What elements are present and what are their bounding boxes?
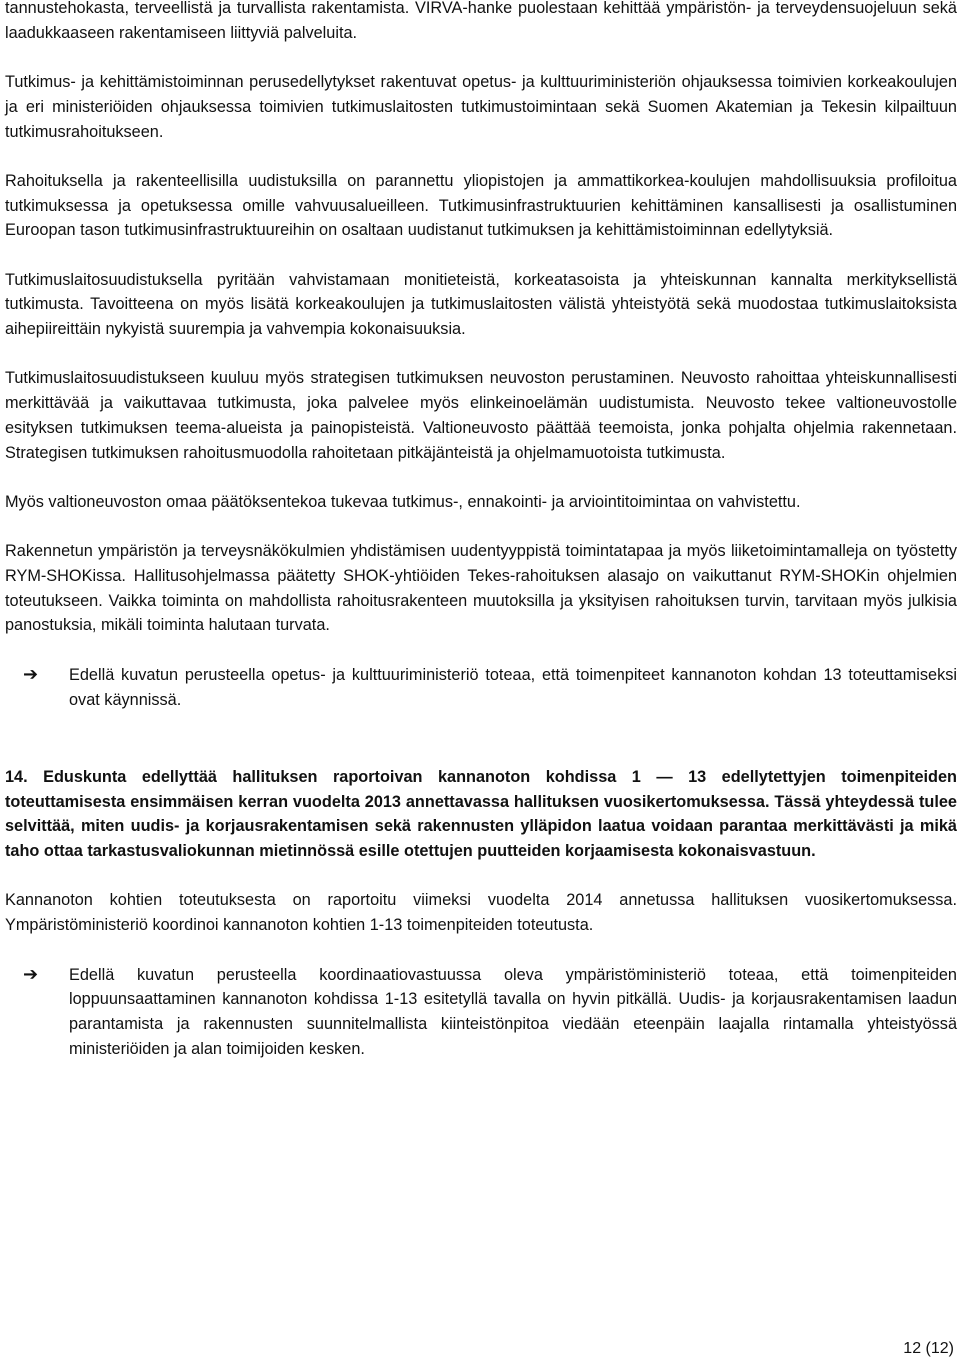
document-body (5, 0, 957, 1086)
paragraph-government-research: Myös valtioneuvoston omaa päätöksentekoa tukevaa tutkimus-, ennakointi- ja arviointitoimintaa on vahvistettu. (5, 492, 801, 511)
paragraph-rym-shok: Rakennetun ympäristön ja terveysnäkökulmien yhdistämisen uudentyyppistä toimintatapaa ja myös liiketoimintamalleja on työstetty RYM-SHOKissa. Hallitusohjelmassa päätetty SHOK-yhtiöiden Tekes-rahoituksen alasajo on vaikuttanut RYM-SHOKin ohjelmien toteutukseen. Vaikka toiminta on mahdollista rahoitusrakenteen muutoksilla ja yksityisen rahoituksen turvin, tarvitaan myös julkisia panostuksia, mikäli toiminta halutaan turvata. (5, 542, 957, 635)
conclusion-text: Edellä kuvatun perusteella koordinaatiovastuussa oleva ympäristöministeriö toteaa, että toimenpiteiden loppuunsaattaminen kannanoton kohdissa 1-13 esitetyllä tavalla on hyvin pitkällä. Uudis- ja korjausrakentamisen laadun parantamista ja rakennusten suunnitelmallista kiinteistönpitoa viedään eteenpäin laajalla rintamalla yhteistyössä ministeriöiden ja alan toimijoiden kesken. (69, 965, 957, 1058)
page-number: 12 (12) (903, 1340, 954, 1357)
paragraph-funding-reforms: Rahoituksella ja rakenteellisilla uudistuksilla on parannettu yliopistojen ja ammattikorkea-koulujen mahdollisuuksia profiloitua tutkimuksessa ja opetuksessa omille vahvuusalueilleen. Tutkimusinfrastruktuurien kehittäminen kansallisesti ja osallistuminen Euroopan tason tutkimusinfrastruktuureihin on osaltaan uudistanut tutkimuksen ja kehittämistoiminnan edellytyksiä. (5, 171, 957, 240)
section-heading-14: 14. Eduskunta edellyttää hallituksen raportoivan kannanoton kohdissa 1 — 13 edellytettyjen toimenpiteiden toteuttamisesta ensimmäisen kerran vuodelta 2013 annettavassa hallituksen vuosikertomuksessa. Tässä yhteydessä tulee selvittää, miten uudis- ja korjausrakentamisen sekä rakennusten ylläpidon laatua voidaan parantaa merkittävästi ja mikä taho ottaa tarkastusvaliokunnan mietinnössä esille otettujen puutteiden korjaamisesta kokonaisvastuun. (5, 767, 957, 861)
paragraph-strategic-research-council: Tutkimuslaitosuudistukseen kuuluu myös strategisen tutkimuksen neuvoston perustaminen. Neuvosto rahoittaa yhteiskunnallisesti merkittävää ja vaikuttavaa tutkimusta, joka palvelee myös elinkeinoelämän uudistumista. Neuvosto tekee valtioneuvostolle esityksen tutkimuksen teema-alueista ja painopisteistä. Valtioneuvosto päättää teemoista, jonka pohjalta ohjelmia rakennetaan. Strategisen tutkimuksen rahoitusmuodolla rahoitetaan pitkäjänteistä ja ohjelmamuotoista tutkimusta. (5, 369, 957, 462)
paragraph-intro-continuation: tannustehokasta, terveellistä ja turvallista rakentamista. VIRVA-hanke puolestaan kehittää ympäristön- ja terveydensuojeluun sekä laadukkaaseen rakentamiseen liittyviä palveluita. (5, 0, 957, 42)
right-arrow-icon: ➔ (23, 663, 39, 685)
right-arrow-icon: ➔ (23, 963, 39, 985)
conclusion-item-ministry-environment (5, 963, 957, 1062)
paragraph-reporting-status: Kannanoton kohtien toteutuksesta on raportoitu viimeksi vuodelta 2014 annetussa hallituksen vuosikertomuksessa. Ympäristöministeriö koordinoi kannanoton kohtien 1-13 toimenpiteiden toteutusta. (5, 891, 957, 935)
section-spacer (5, 737, 957, 765)
paragraph-research-institute-reform: Tutkimuslaitosuudistuksella pyritään vahvistamaan monitieteistä, korkeatasoista ja yhteiskunnan kannalta merkityksellistä tutkimusta. Tavoitteena on myös lisätä korkeakoulujen ja tutkimuslaitosten välistä yhteistyötä sekä muodostaa tutkimuslaitoksista aihepiireittäin nykyistä suurempia ja vahvempia kokonaisuuksia. (5, 270, 957, 339)
conclusion-text: Edellä kuvatun perusteella opetus- ja kulttuuriministeriö toteaa, että toimenpiteet kannanoton kohdan 13 toteuttamiseksi ovat käynnissä. (69, 665, 957, 709)
paragraph-rd-prerequisites: Tutkimus- ja kehittämistoiminnan perusedellytykset rakentuvat opetus- ja kulttuuriministeriön ohjauksessa toimivien korkeakoulujen ja eri ministeriöiden ohjauksessa toimivien tutkimuslaitosten tutkimustoimintaan sekä Suomen Akatemian ja Tekesin kilpailtuun tutkimusrahoitukseen. (5, 73, 957, 141)
conclusion-item-ministry-education (5, 663, 957, 712)
